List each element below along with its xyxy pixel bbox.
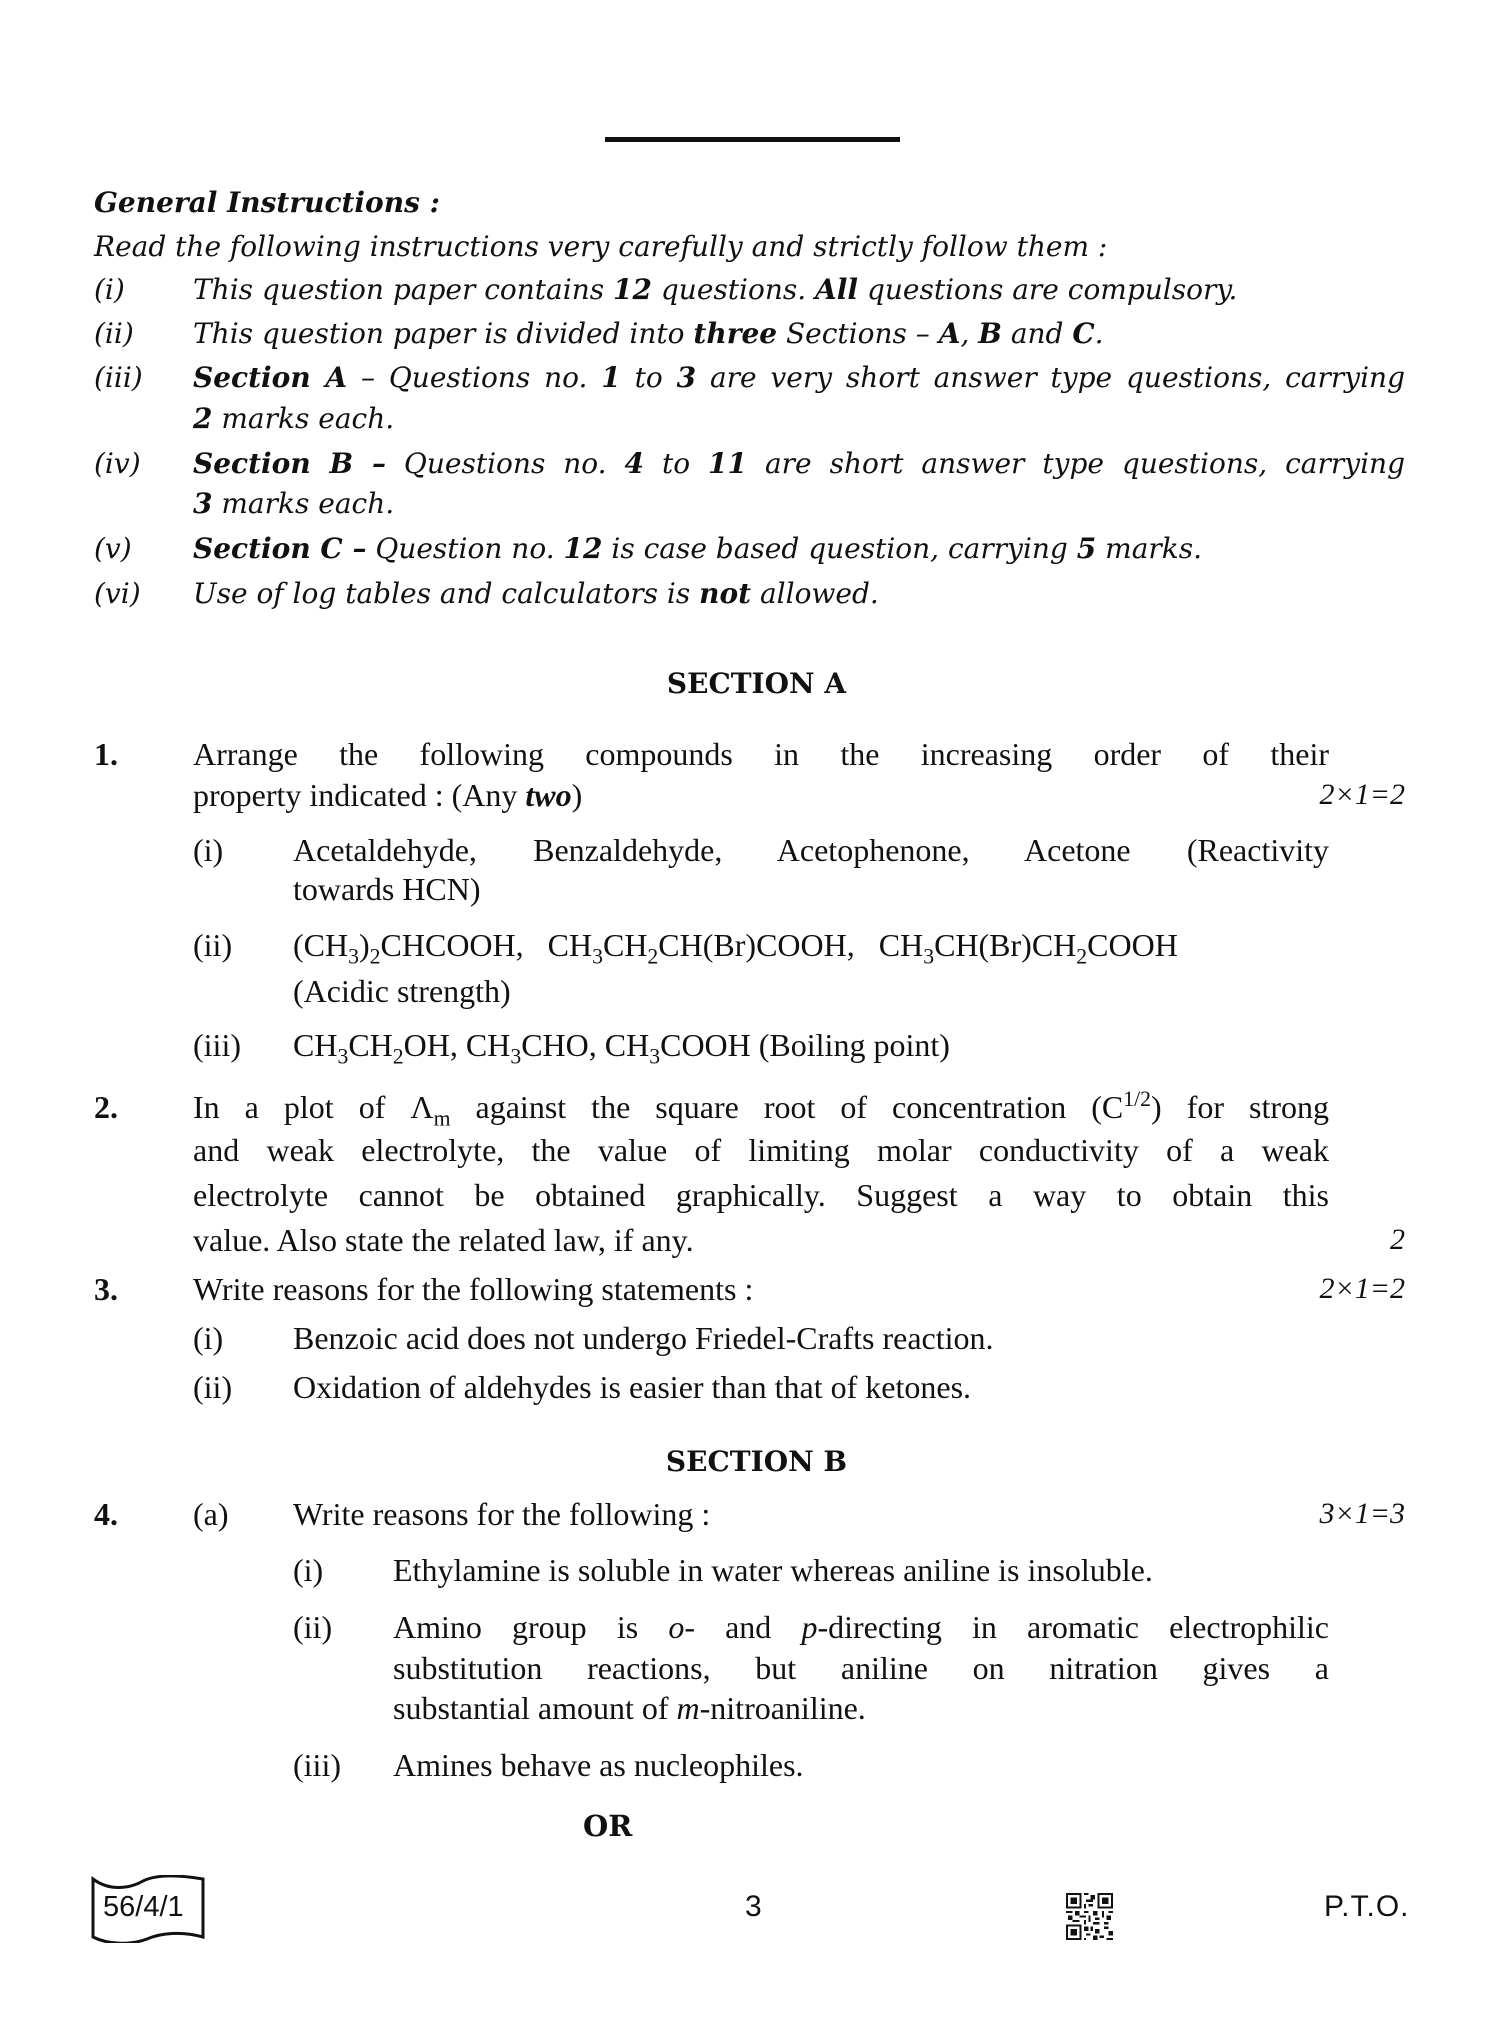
- sub-question-text: Benzoic acid does not undergo Friedel-Crafts reaction.: [293, 1320, 994, 1356]
- question-text: In a plot of $\Lambda_m$ against the square root of concentration $(C^{1/2})$ for strong: [193, 1087, 1330, 1131]
- instruction-num: (ii): [94, 317, 134, 350]
- instructions-intro: Read the following instructions very carefully and strictly follow them :: [94, 230, 1108, 263]
- instruction-item: This question paper contains 12 questions. All questions are compulsory.: [193, 273, 1238, 306]
- question-text: electrolyte cannot be obtained graphically. Suggest a way to obtain this: [193, 1177, 1329, 1213]
- sub-question-text: (Acidic strength): [293, 973, 511, 1009]
- top-rule: [605, 137, 900, 142]
- or-separator: OR: [583, 1809, 633, 1843]
- instruction-item: This question paper is divided into three Sections – A, B and C.: [193, 317, 1104, 350]
- sub-question-number: (i): [193, 1320, 224, 1356]
- question-number: 1.: [94, 736, 118, 772]
- sub-question-text: Amines behave as nucleophiles.: [393, 1747, 804, 1783]
- marks: 2×1=2: [1319, 778, 1405, 811]
- qr-code-icon: [1066, 1893, 1113, 1940]
- question-number: 3.: [94, 1271, 118, 1307]
- sub-question-number: (i): [193, 832, 224, 868]
- sub-question-number: (iii): [193, 1027, 241, 1063]
- section-b-heading: SECTION B: [665, 1445, 848, 1478]
- lambda-symbol: Λ: [410, 1089, 434, 1125]
- instruction-item-cont: 2 marks each.: [193, 402, 395, 435]
- sub-question-text: Acetaldehyde, Benzaldehyde, Acetophenone, Acetone (Reactivity: [293, 832, 1329, 868]
- sub-question-text: substitution reactions, but aniline on nitration gives a: [393, 1650, 1329, 1686]
- instruction-item: Section A – Questions no. 1 to 3 are very short answer type questions, carrying: [193, 361, 1405, 394]
- question-text: Arrange the following compounds in the increasing order of their: [193, 736, 1329, 772]
- sub-question-number: (ii): [193, 1369, 233, 1405]
- sub-question-number: (ii): [293, 1609, 333, 1645]
- instruction-num: (vi): [94, 577, 141, 610]
- pto-label: P.T.O.: [1324, 1890, 1410, 1923]
- instruction-num: (v): [94, 532, 132, 565]
- marks: 2: [1390, 1223, 1405, 1256]
- paper-code-badge: [91, 1875, 205, 1941]
- question-text: value. Also state the related law, if any.: [193, 1222, 694, 1258]
- instruction-item: Use of log tables and calculators is not allowed.: [193, 577, 879, 610]
- chemical-formula: $CH_3CH_2OH$, $CH_3CHO$, $CH_3COOH$ (Boiling point): [293, 1027, 950, 1069]
- sub-question-text: substantial amount of m-nitroaniline.: [393, 1690, 866, 1726]
- question-text: and weak electrolyte, the value of limiting molar conductivity of a weak: [193, 1132, 1329, 1168]
- sub-question-number: (i): [293, 1552, 324, 1588]
- sub-question-text: Amino group is o- and p-directing in aromatic electrophilic: [393, 1609, 1330, 1645]
- page-number: 3: [745, 1890, 762, 1923]
- question-text: property indicated : (Any two): [193, 777, 583, 813]
- sub-question-text: Ethylamine is soluble in water whereas aniline is insoluble.: [393, 1552, 1153, 1588]
- instruction-num: (iii): [94, 361, 143, 394]
- question-text: Write reasons for the following :: [293, 1496, 711, 1532]
- chemical-formula: $(CH_3)_2CHCOOH$, $CH_3CH_2CH(Br)COOH$, $CH_3CH(Br)CH_2COOH$: [293, 927, 1178, 969]
- sub-question-number: (iii): [293, 1747, 341, 1783]
- instruction-num: (i): [94, 273, 125, 306]
- instruction-item: Section B – Questions no. 4 to 11 are short answer type questions, carrying: [193, 447, 1406, 480]
- instruction-item: Section C – Question no. 12 is case based question, carrying 5 marks.: [193, 532, 1203, 565]
- question-text: Write reasons for the following statements :: [193, 1271, 754, 1307]
- instruction-item-cont: 3 marks each.: [193, 487, 395, 520]
- sub-question-text: towards HCN): [293, 871, 481, 907]
- instructions-title: General Instructions :: [94, 186, 440, 219]
- question-number: 4.: [94, 1496, 118, 1532]
- paper-code: 56/4/1: [103, 1891, 184, 1923]
- marks: 3×1=3: [1319, 1497, 1405, 1530]
- sub-question-number: (ii): [193, 927, 233, 963]
- question-number: 2.: [94, 1089, 118, 1125]
- sub-question-text: Oxidation of aldehydes is easier than that of ketones.: [293, 1369, 972, 1405]
- section-a-heading: SECTION A: [666, 667, 847, 700]
- marks: 2×1=2: [1319, 1272, 1405, 1305]
- instruction-num: (iv): [94, 447, 141, 480]
- question-part: (a): [193, 1496, 229, 1532]
